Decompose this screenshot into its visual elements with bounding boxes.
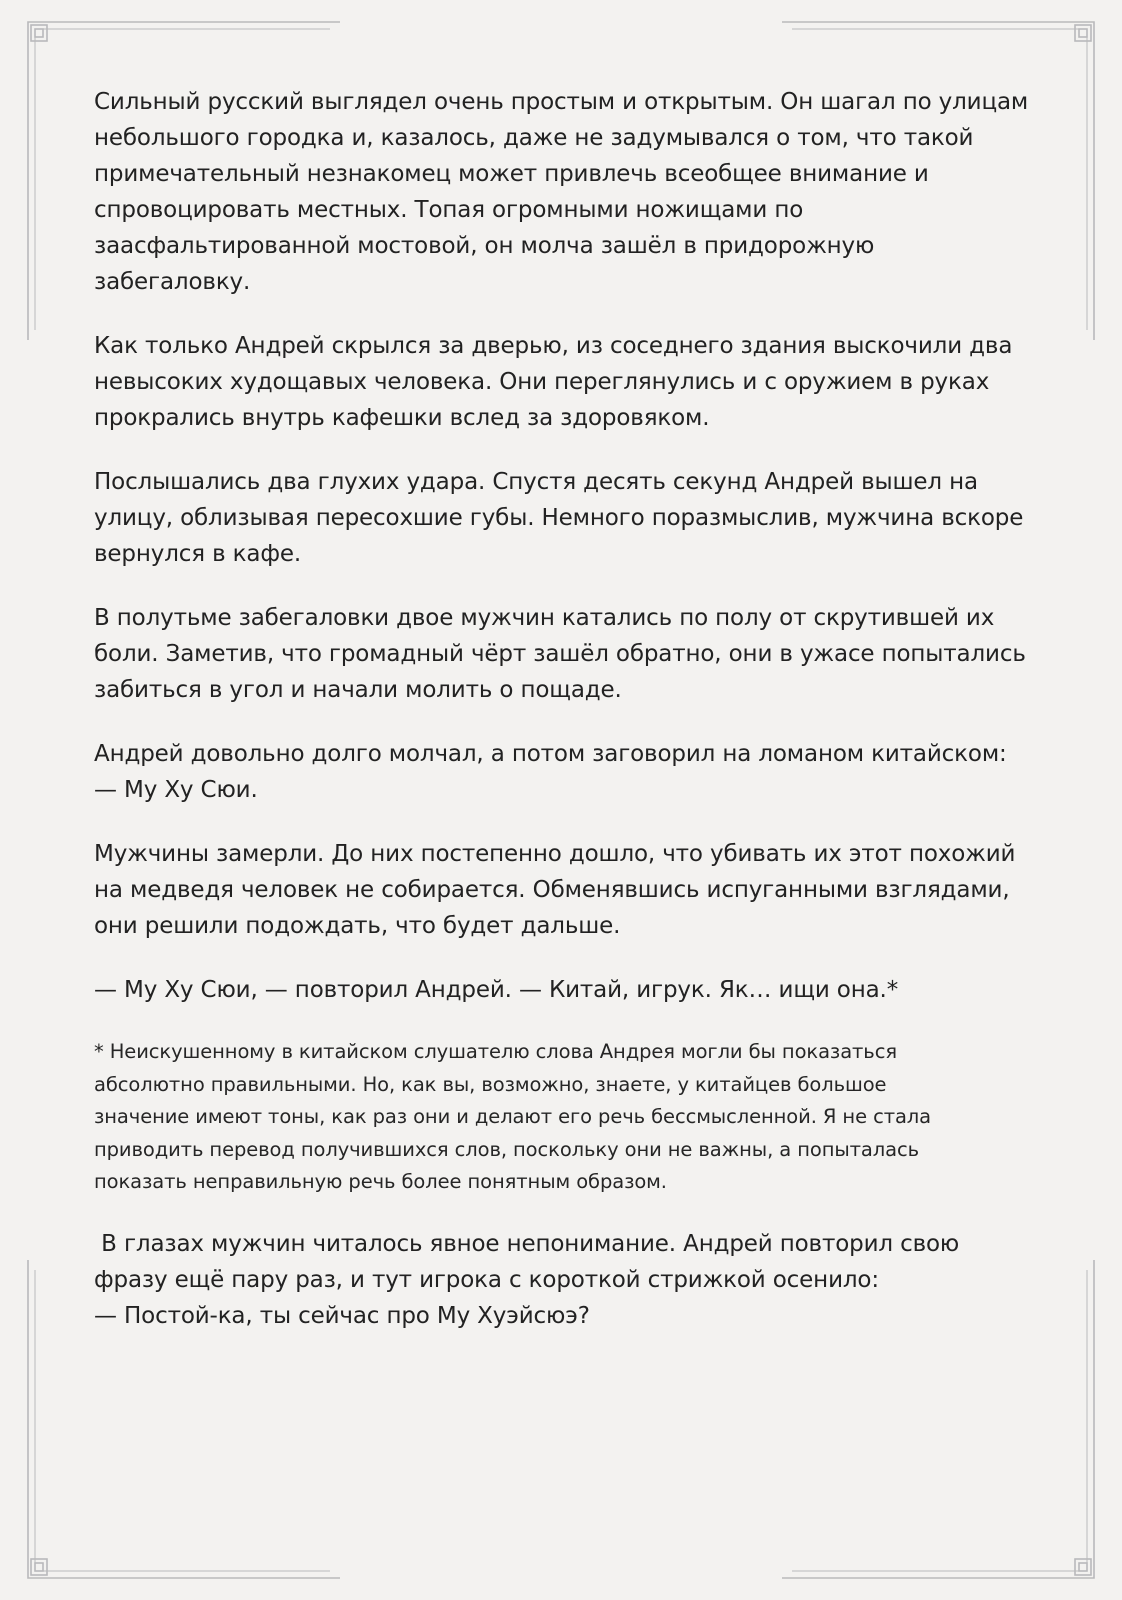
paragraph-1: Сильный русский выглядел очень простым и открытым. Он шагал по улицам небольшого городка и, казалось, даже не задумывался о том, что такой примечательный незнакомец может привлечь всеобщее внимание и спровоцировать местных. Топая огромными ножищами по заасфальтированной мостовой, он молча зашёл в придорожную забегаловку. xyxy=(94,89,1029,295)
closing-paragraph: В глазах мужчин читалось явное непонимание. Андрей повторил свою фразу ещё пару раз, и тут игрока с короткой стрижкой осенило: xyxy=(94,1230,967,1293)
dialogue-line-1: — Му Ху Сюи. xyxy=(94,777,258,803)
paragraph-5: Андрей довольно долго молчал, а потом заговорил на ломаном китайском: xyxy=(94,741,1007,767)
paragraph-4: В полутьме забегаловки двое мужчин катались по полу от скрутившей их боли. Заметив, что громадный чёрт зашёл обратно, они в ужасе попытались забиться в угол и начали молить о пощаде. xyxy=(94,605,1026,703)
dialogue-line-2: — Му Ху Сюи, — повторил Андрей. — Китай, игрук. Як… ищи она.* xyxy=(94,977,899,1003)
closing-dialogue-line: — Постой-ка, ты сейчас про Му Хуэйсюэ? xyxy=(94,1302,590,1329)
paragraph-3: Послышались два глухих удара. Спустя десять секунд Андрей вышел на улицу, облизывая пересохшие губы. Немного поразмыслив, мужчина вскоре вернулся в кафе. xyxy=(94,469,1024,567)
paragraph-6: Мужчины замерли. До них постепенно дошло, что убивать их этот похожий на медведя человек не собирается. Обменявшись испуганными взглядами, они решили подождать, что будет дальше. xyxy=(94,841,1016,939)
paragraph-2: Как только Андрей скрылся за дверью, из соседнего здания выскочили два невысоких худощавых человека. Они переглянулись и с оружием в руках прокрались внутрь кафешки вслед за здоровяком. xyxy=(94,333,1013,431)
page-body xyxy=(94,84,1034,1334)
footnote: * Неискушенному в китайском слушателю слова Андрея могли бы показаться абсолютно правильными. Но, как вы, возможно, знаете, у китайцев большое значение имеют тоны, как раз они и делают его речь бессмысленной. Я не стала приводить перевод получившихся слов, поскольку они не важны, а попыталась показать неправильную речь более понятным образом. xyxy=(94,1040,932,1193)
